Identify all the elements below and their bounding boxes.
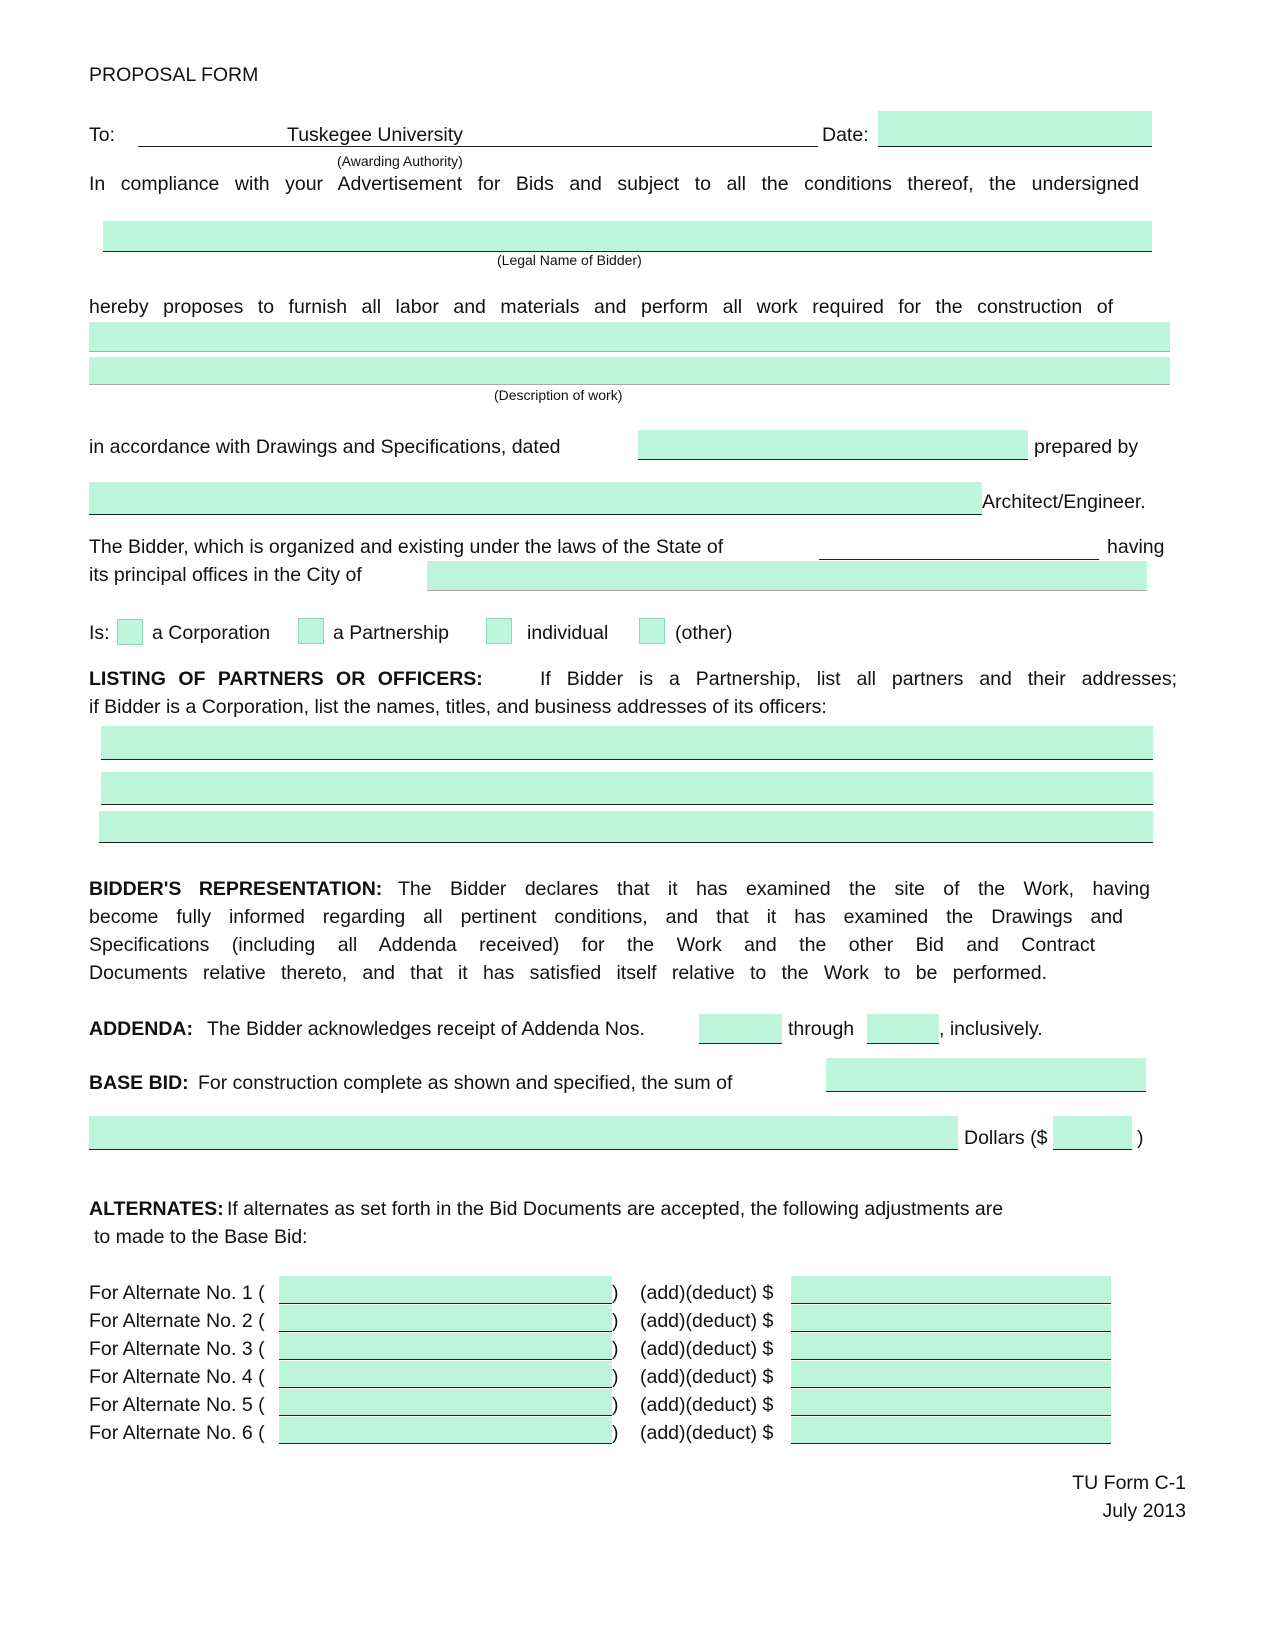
base-bid-heading: BASE BID: bbox=[89, 1072, 189, 1094]
alternate-description-field-5[interactable] bbox=[279, 1389, 612, 1416]
awarding-authority-field[interactable] bbox=[138, 146, 818, 147]
legal-name-caption: (Legal Name of Bidder) bbox=[497, 252, 642, 268]
add-deduct-label-2: (add)(deduct) $ bbox=[640, 1310, 774, 1332]
alternate-amount-field-6[interactable] bbox=[791, 1417, 1111, 1444]
add-deduct-label-1: (add)(deduct) $ bbox=[640, 1282, 774, 1304]
architect-label: Architect/Engineer. bbox=[982, 491, 1146, 513]
addenda-from-field[interactable] bbox=[699, 1014, 782, 1044]
partnership-checkbox[interactable] bbox=[298, 618, 324, 644]
individual-checkbox[interactable] bbox=[486, 618, 512, 644]
alternates-heading: ALTERNATES: bbox=[89, 1198, 224, 1220]
having-label: having bbox=[1107, 536, 1165, 558]
representation-line1: The Bidder declares that it has examined the site of the Work, having bbox=[398, 878, 1150, 900]
alternate-amount-field-5[interactable] bbox=[791, 1389, 1111, 1416]
prepared-by-label: prepared by bbox=[1034, 436, 1139, 458]
representation-line2: become fully informed regarding all pertinent conditions, and that it has examined the Drawings and bbox=[89, 906, 1123, 928]
corporation-checkbox[interactable] bbox=[117, 619, 143, 645]
alternate-close-3: ) bbox=[612, 1338, 619, 1360]
addenda-to-field[interactable] bbox=[867, 1014, 939, 1044]
compliance-text: In compliance with your Advertisement for Bids and subject to all the conditions thereof, the undersigned bbox=[89, 173, 1139, 195]
alternate-amount-field-2[interactable] bbox=[791, 1305, 1111, 1332]
alternate-amount-field-4[interactable] bbox=[791, 1361, 1111, 1388]
page-title: PROPOSAL FORM bbox=[89, 64, 259, 86]
listing-line2: if Bidder is a Corporation, list the names, titles, and business addresses of its officers: bbox=[89, 696, 827, 718]
alternate-label-1: For Alternate No. 1 ( bbox=[89, 1282, 265, 1304]
listing-heading: LISTING OF PARTNERS OR OFFICERS: bbox=[89, 668, 483, 690]
alternate-close-6: ) bbox=[612, 1422, 619, 1444]
state-field[interactable] bbox=[819, 559, 1099, 560]
description-field-2[interactable] bbox=[89, 357, 1170, 385]
alternate-label-4: For Alternate No. 4 ( bbox=[89, 1366, 265, 1388]
add-deduct-label-4: (add)(deduct) $ bbox=[640, 1366, 774, 1388]
alternate-close-1: ) bbox=[612, 1282, 619, 1304]
city-field[interactable] bbox=[427, 561, 1147, 591]
officers-field-2[interactable] bbox=[101, 772, 1153, 805]
individual-label: individual bbox=[527, 622, 609, 644]
alternate-description-field-4[interactable] bbox=[279, 1361, 612, 1388]
partnership-label: a Partnership bbox=[333, 622, 449, 644]
alternate-description-field-6[interactable] bbox=[279, 1417, 612, 1444]
alternate-amount-field-1[interactable] bbox=[791, 1276, 1111, 1304]
base-bid-amount-field[interactable] bbox=[1053, 1116, 1132, 1150]
representation-heading: BIDDER'S REPRESENTATION: bbox=[89, 878, 383, 900]
is-label: Is: bbox=[89, 622, 110, 644]
alternate-close-4: ) bbox=[612, 1366, 619, 1388]
addenda-heading: ADDENDA: bbox=[89, 1018, 193, 1040]
legal-name-field[interactable] bbox=[103, 221, 1152, 252]
add-deduct-label-6: (add)(deduct) $ bbox=[640, 1422, 774, 1444]
awarding-authority-value: Tuskegee University bbox=[287, 124, 463, 146]
alternates-line2: to made to the Base Bid: bbox=[94, 1226, 308, 1248]
addenda-inclusively-label: , inclusively. bbox=[939, 1018, 1043, 1040]
principal-offices-text: its principal offices in the City of bbox=[89, 564, 362, 586]
proposes-text: hereby proposes to furnish all labor and materials and perform all work required for the construction of bbox=[89, 296, 1113, 318]
alternate-label-5: For Alternate No. 5 ( bbox=[89, 1394, 265, 1416]
alternate-amount-field-3[interactable] bbox=[791, 1333, 1111, 1360]
alternate-description-field-3[interactable] bbox=[279, 1333, 612, 1360]
alternate-close-5: ) bbox=[612, 1394, 619, 1416]
base-bid-words-field-2[interactable] bbox=[89, 1116, 958, 1150]
alternate-label-6: For Alternate No. 6 ( bbox=[89, 1422, 265, 1444]
officers-field-1[interactable] bbox=[101, 726, 1153, 760]
addenda-text: The Bidder acknowledges receipt of Addenda Nos. bbox=[207, 1018, 645, 1040]
add-deduct-label-3: (add)(deduct) $ bbox=[640, 1338, 774, 1360]
base-bid-sum-words-field[interactable] bbox=[826, 1058, 1146, 1092]
other-checkbox[interactable] bbox=[639, 618, 665, 644]
base-bid-text: For construction complete as shown and specified, the sum of bbox=[198, 1072, 733, 1094]
alternates-line1: If alternates as set forth in the Bid Documents are accepted, the following adjustments are bbox=[227, 1198, 1004, 1220]
architect-field[interactable] bbox=[89, 482, 982, 515]
specifications-date-field[interactable] bbox=[638, 430, 1028, 460]
dollars-label: Dollars ($ bbox=[964, 1127, 1048, 1149]
description-caption: (Description of work) bbox=[494, 387, 623, 403]
drawings-text: in accordance with Drawings and Specifications, dated bbox=[89, 436, 561, 458]
to-label: To: bbox=[89, 124, 116, 146]
organized-text: The Bidder, which is organized and existing under the laws of the State of bbox=[89, 536, 724, 558]
description-field-1[interactable] bbox=[89, 322, 1170, 352]
date-field[interactable] bbox=[878, 111, 1152, 147]
add-deduct-label-5: (add)(deduct) $ bbox=[640, 1394, 774, 1416]
addenda-through-label: through bbox=[788, 1018, 855, 1040]
alternate-close-2: ) bbox=[612, 1310, 619, 1332]
other-label: (other) bbox=[675, 622, 733, 644]
representation-line4: Documents relative thereto, and that it has satisfied itself relative to the Work to be performed. bbox=[89, 962, 1047, 984]
alternate-description-field-1[interactable] bbox=[279, 1276, 612, 1304]
representation-line3: Specifications (including all Addenda received) for the Work and the other Bid and Contract bbox=[89, 934, 1095, 956]
awarding-authority-caption: (Awarding Authority) bbox=[337, 153, 463, 169]
corporation-label: a Corporation bbox=[152, 622, 271, 644]
footer-form-id: TU Form C-1 bbox=[1072, 1472, 1186, 1494]
listing-line1: If Bidder is a Partnership, list all partners and their addresses; bbox=[540, 668, 1177, 690]
officers-field-3[interactable] bbox=[99, 811, 1153, 843]
alternate-label-2: For Alternate No. 2 ( bbox=[89, 1310, 265, 1332]
date-label: Date: bbox=[822, 124, 869, 146]
dollars-close: ) bbox=[1137, 1127, 1144, 1149]
alternate-description-field-2[interactable] bbox=[279, 1305, 612, 1332]
footer-date: July 2013 bbox=[1102, 1500, 1186, 1522]
alternate-label-3: For Alternate No. 3 ( bbox=[89, 1338, 265, 1360]
